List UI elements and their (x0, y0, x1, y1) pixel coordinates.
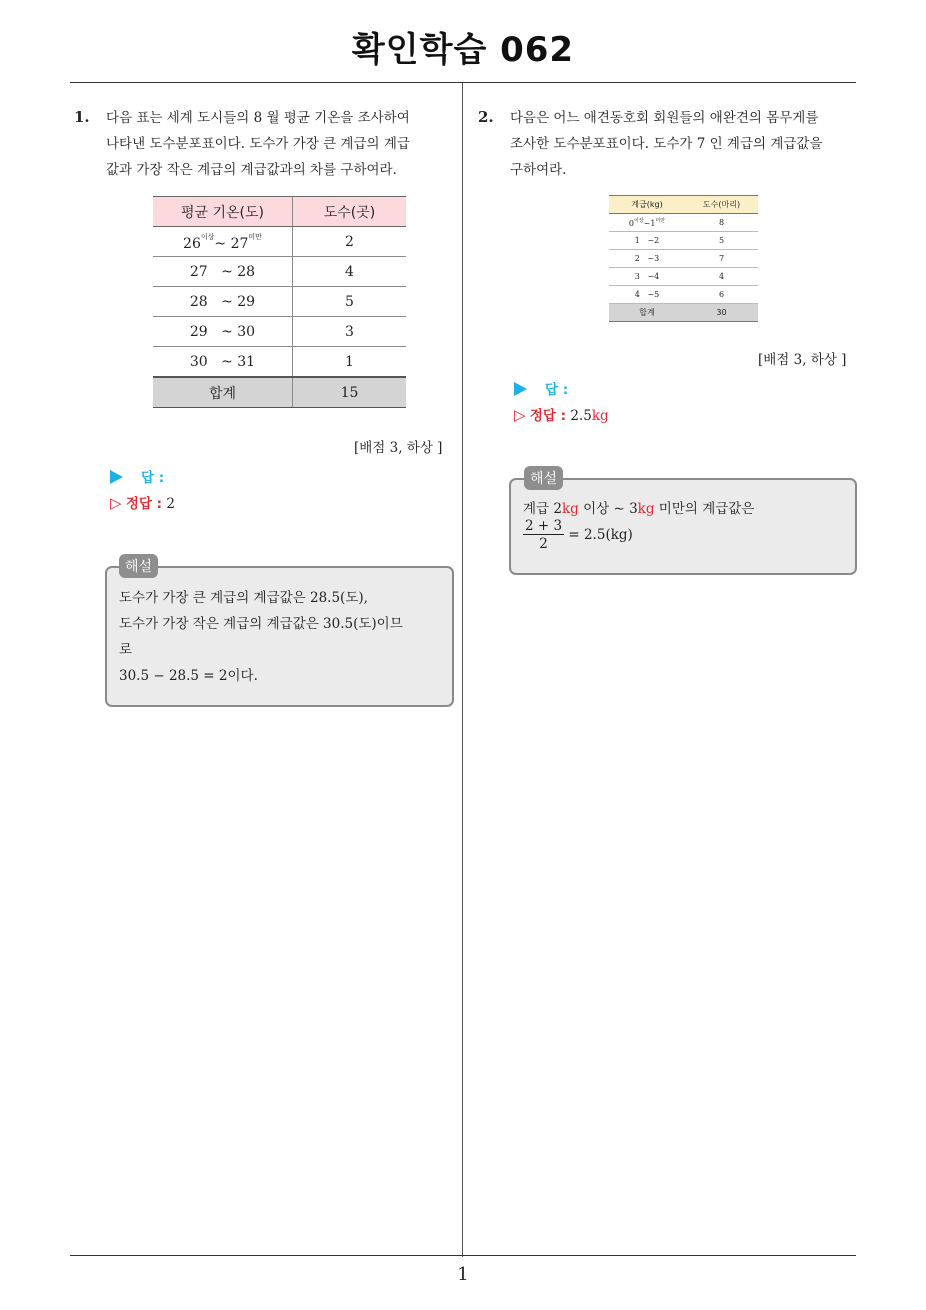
question-1-frequency-table (153, 196, 406, 408)
solution-unit: kg (591, 408, 609, 424)
class-interval: 3 ~4 (609, 268, 685, 286)
frequency-cell: 4 (685, 268, 758, 286)
table-header-cell: 도수(마리) (685, 196, 758, 214)
fraction: $\frac{2 + 3}{2}$ (525, 518, 563, 552)
solution-value: 2.5 (570, 408, 592, 424)
question-1-solution (110, 492, 175, 512)
frequency-cell: 7 (685, 250, 758, 268)
class-interval: 30 ~ 31 (153, 347, 293, 378)
column-divider (462, 83, 463, 1257)
question-2-explanation-text (523, 496, 853, 553)
page-number: 1 (457, 1264, 469, 1285)
table-total-row (609, 304, 758, 322)
table-header-cell: 계급(kg) (609, 196, 685, 214)
explanation-tag: 해설 (524, 466, 563, 490)
table-total-row (153, 377, 406, 408)
table-row (153, 317, 406, 347)
class-interval: $26^{이상}\sim$ $27^{미만}$ (153, 227, 293, 257)
question-1-line: 다음 표는 세계 도시들의 8 월 평균 기온을 조사하여 (106, 110, 410, 126)
table-row (153, 347, 406, 378)
frequency-cell: 6 (685, 286, 758, 304)
hollow-triangle-icon: ▷ (110, 494, 122, 512)
frequency-cell: 1 (293, 347, 407, 378)
class-interval: 2 ~3 (609, 250, 685, 268)
class-interval: 28 ~ 29 (153, 287, 293, 317)
header-rule (70, 82, 856, 83)
question-2-text (510, 105, 860, 183)
total-label: 합계 (609, 304, 685, 322)
class-interval: 4 ~5 (609, 286, 685, 304)
frequency-cell: 5 (685, 232, 758, 250)
play-triangle-icon (514, 382, 527, 396)
question-2-answer-label: 답 : (514, 378, 568, 398)
question-1-number: 1. (74, 108, 90, 126)
total-value: 15 (293, 377, 407, 408)
class-interval: 29 ~ 30 (153, 317, 293, 347)
question-2-line: 다음은 어느 애견동호회 회원들의 애완견의 몸무게를 (510, 110, 819, 126)
explanation-tag: 해설 (119, 554, 158, 578)
class-interval: 27 ~ 28 (153, 257, 293, 287)
question-2-number: 2. (478, 108, 494, 126)
table-row (609, 250, 758, 268)
explanation-line: 계급 2kg 이상 ∼ 3kg 미만의 계급값은 (523, 501, 755, 517)
frequency-cell: 5 (293, 287, 407, 317)
table-row (609, 214, 758, 232)
total-value: 30 (685, 304, 758, 322)
table-header-cell: 도수(곳) (293, 197, 407, 227)
page-title: 확인학습 062 (351, 30, 575, 70)
table-row (609, 232, 758, 250)
frequency-cell: 4 (293, 257, 407, 287)
solution-label: 정답 : (125, 496, 163, 512)
class-interval: $0^{이상}\sim 1^{미만}$ (609, 214, 685, 232)
question-2-solution (514, 404, 609, 424)
frequency-cell: 3 (293, 317, 407, 347)
hollow-triangle-icon: ▷ (514, 406, 526, 424)
table-row (609, 268, 758, 286)
table-header-cell: 평균 기온(도) (153, 197, 293, 227)
question-2-line: 구하여라. (510, 162, 567, 178)
question-1-text (106, 105, 456, 183)
explanation-line: 30.5 − 28.5 = 2이다. (119, 668, 258, 684)
explanation-line: 로 (119, 642, 133, 658)
solution-label: 정답 : (529, 408, 567, 424)
footer-rule (70, 1255, 856, 1256)
class-interval: 1 ~2 (609, 232, 685, 250)
frequency-cell: 2 (293, 227, 407, 257)
explanation-line: 도수가 가장 작은 계급의 계급값은 30.5(도)이므 (119, 616, 403, 632)
question-1-answer-label: 답 : (110, 466, 164, 486)
question-2-line: 조사한 도수분포표이다. 도수가 7 인 계급의 계급값을 (510, 136, 823, 152)
question-2-frequency-table (609, 195, 758, 322)
play-triangle-icon (110, 470, 123, 484)
solution-value: 2 (166, 496, 175, 512)
table-row (153, 227, 406, 257)
question-1-score: [배점 3, 하상 ] (354, 440, 443, 456)
question-2-score: [배점 3, 하상 ] (758, 352, 847, 368)
question-1-line: 나타낸 도수분포표이다. 도수가 가장 큰 계급의 계급 (106, 136, 410, 152)
question-1-explanation-text (119, 585, 449, 689)
explanation-formula: $\frac{2 + 3}{2}$ = 2.5(kg) (525, 518, 633, 552)
question-1-line: 값과 가장 작은 계급의 계급값과의 차를 구하여라. (106, 162, 397, 178)
total-label: 합계 (153, 377, 293, 408)
table-row (609, 286, 758, 304)
table-row (153, 257, 406, 287)
table-row (153, 287, 406, 317)
explanation-line: 도수가 가장 큰 계급의 계급값은 28.5(도), (119, 590, 368, 606)
frequency-cell: 8 (685, 214, 758, 232)
